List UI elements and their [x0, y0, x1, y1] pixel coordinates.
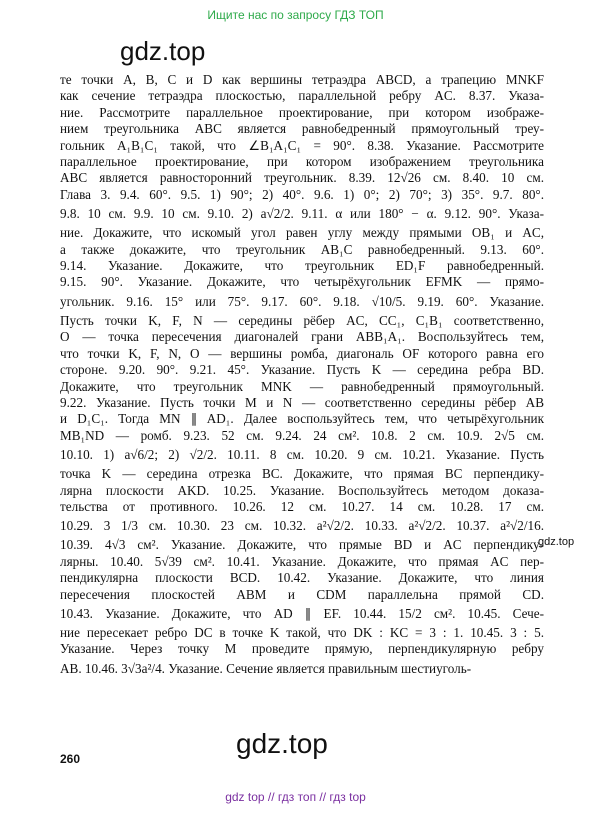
text-line: 9.14. Указание. Докажите, что треугольник ED₁F равнобедренный.	[60, 258, 544, 274]
text-line: гольник A₁B₁C₁ такой, что ∠B₁A₁C₁ = 90°. 8.38. Указание. Рассмотрите	[60, 137, 544, 153]
text-line: стороне. 9.20. 90°. 9.21. 45°. Указание. Пусть K — середина ребра BD.	[60, 362, 544, 378]
text-line: Указание. Через точку M проведите прямую, перпендикулярную ребру	[60, 641, 544, 657]
text-line: 9.22. Указание. Пусть точки M и N — соответственно середины рёбер AB	[60, 394, 544, 410]
text-line: а также докажите, что треугольник AB₁C равнобедренный. 9.13. 60°.	[60, 241, 544, 257]
text-line: как сечение тетраэдра плоскостью, параллельной ребру AC. 8.37. Указа-	[60, 88, 544, 104]
text-line: 9.15. 90°. Указание. Докажите, что четырёхугольник EFMK — прямо-	[60, 274, 544, 290]
text-line: тельства от противного. 10.26. 12 см. 10.27. 14 см. 10.28. 17 см.	[60, 498, 544, 514]
footer-links[interactable]: gdz top // гдз топ // гдз top	[225, 790, 366, 804]
watermark-middle: gdz.top	[538, 536, 575, 548]
text-line: 10.29. 3 1/3 см. 10.30. 23 см. 10.32. a²√2/2. 10.33. a²√2/2. 10.37. a²√2/16.	[60, 518, 544, 534]
text-line: 10.43. Указание. Докажите, что AD ∥ EF. 10.44. 15/2 см². 10.45. Сече-	[60, 605, 544, 621]
top-banner[interactable]: Ищите нас по запросу ГДЗ ТОП	[207, 8, 384, 22]
text-line: нием треугольника ABC является равнобедренный прямоугольный треу-	[60, 121, 544, 137]
text-line: точка K — середина отрезка BC. Докажите, что прямая BC перпендику-	[60, 466, 544, 482]
watermark-top: gdz.top	[120, 36, 206, 66]
text-line: 10.10. 1) a√6/2; 2) √2/2. 10.11. 8 см. 10.20. 9 см. 10.21. Указание. Пусть	[60, 447, 544, 463]
text-line: AB. 10.46. 3√3a²/4. Указание. Сечение является правильным шестиуголь-	[60, 660, 472, 676]
page-number: 260	[60, 752, 81, 766]
text-line: ние. Докажите, что искомый угол равен углу между прямыми OB₁ и AC,	[60, 225, 544, 241]
text-line: те точки A, B, C и D как вершины тетраэдра ABCD, а трапецию MNKF	[60, 72, 544, 87]
text-line: Пусть точки K, F, N — середины рёбер AC, CC₁, C₁B₁ соответственно,	[60, 312, 544, 328]
chapter-3-line: Глава 3. 9.4. 60°. 9.5. 1) 90°; 2) 40°. 9.6. 1) 0°; 2) 70°; 3) 35°. 9.7. 80°.	[60, 186, 544, 202]
text-line: и D₁C₁. Тогда MN ∥ AD₁. Далее воспользуйтесь тем, что четырёхугольник	[60, 411, 544, 427]
text-line: пендикулярна плоскости BCD. 10.42. Указание. Докажите, что линия	[60, 570, 544, 586]
text-line: пересечения плоскостей ABM и CDM параллельна прямой CD.	[60, 586, 544, 602]
text-line: лярны. 10.40. 5√39 см². 10.41. Указание. Докажите, что прямая AC пер-	[60, 553, 544, 569]
text-line: ние пересекает ребро DC в точке K такой, что DK : KC = 3 : 1. 10.45. 3 : 5.	[60, 624, 544, 640]
text-line: Докажите, что треугольник MNK — равнобедренный прямоугольный.	[60, 378, 544, 394]
watermark-bottom: gdz.top	[236, 728, 328, 759]
text-line: что точки K, F, N, O — вершины ромба, диагональ OF которого равна его	[60, 345, 544, 361]
text-line: угольник. 9.16. 15° или 75°. 9.17. 60°. 9.18. √10/5. 9.19. 60°. Указание.	[60, 293, 544, 309]
text-line: ние. Рассмотрите параллельное проектирование, при котором изображе-	[60, 104, 544, 120]
answers-text-block	[60, 72, 544, 680]
text-line: MB₁ND — ромб. 9.23. 52 см. 9.24. 24 см². 10.8. 2 см. 10.9. 2√5 см.	[60, 427, 544, 443]
text-line: 9.8. 10 см. 9.9. 10 см. 9.10. 2) a√2/2. 9.11. α или 180° − α. 9.12. 90°. Указа-	[60, 206, 544, 222]
text-line: ABC является равносторонний треугольник. 8.39. 12√26 см. 8.40. 10 см.	[60, 170, 544, 186]
text-line: 10.39. 4√3 см². Указание. Докажите, что прямые BD и AC перпендику-	[60, 537, 544, 553]
text-line: лярна плоскости AKD. 10.25. Указание. Воспользуйтесь методом доказа-	[60, 482, 544, 498]
text-line: O — точка пересечения диагоналей грани ABB₁A₁. Воспользуйтесь тем,	[60, 329, 544, 345]
text-line: параллельное проектирование, при котором изображением треугольника	[60, 154, 544, 170]
